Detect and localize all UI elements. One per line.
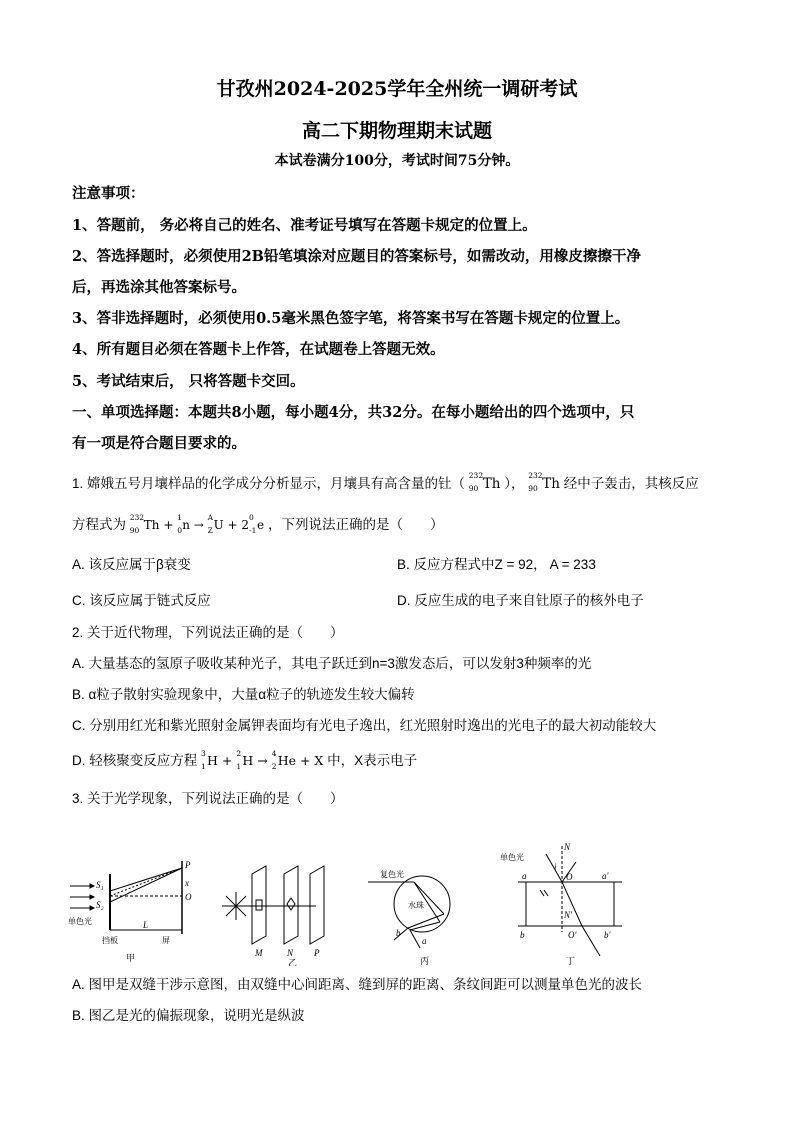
eq-u-atomic: Z (207, 525, 213, 535)
exam-subject-title: 高二下期物理期末试题 (301, 120, 492, 142)
caption-jia: 甲 (126, 954, 136, 964)
q1-option-a[interactable]: A. 该反应属于β衰变 (72, 557, 191, 572)
he-atomic: 2 (271, 761, 277, 771)
figure-polarization (218, 862, 333, 966)
eq-e-atomic: -1 (249, 525, 257, 535)
q3-option-b[interactable]: B. 图乙是光的偏振现象，说明光是纵波 (72, 1008, 305, 1023)
q2-option-c[interactable]: C. 分别用红光和紫光照射金属钾表面均有光电子逸出，红光照射时逸出的光电子的最大初动能较大 (72, 718, 657, 733)
notice-item-3: 3、答非选择题时，必须使用0.5毫米黑色签字笔，将答案书写在答题卡规定的位置上。 (72, 310, 630, 327)
notice-item-2a: 2、答选择题时，必须使用2B铅笔填涂对应题目的答案标号，如需改动，用橡皮擦擦干净 (72, 248, 641, 265)
label-a-bing: a (422, 936, 427, 946)
label-n-ding: N (564, 842, 571, 852)
label-b-bing: b (396, 928, 401, 938)
caption-yi: 乙 (288, 959, 298, 966)
q1-stem-c-suffix: ，下列说法正确的是（ ） (267, 517, 444, 532)
label-compound-light: 复色光 (380, 870, 404, 879)
ray-s1-p (110, 868, 182, 891)
notice-item-1: 1、答题前， 务必将自己的姓名、准考证号填写在答题卡规定的位置上。 (72, 217, 537, 234)
q1-option-b[interactable]: B. 反应方程式中Z = 92， A = 233 (397, 557, 596, 572)
q1-stem-c-prefix: 方程式为 (72, 517, 126, 532)
label-screen: 屏 (162, 936, 170, 945)
eq-e-mass: 0 (249, 512, 254, 522)
notice-item-2b: 后，再选涂其他答案标号。 (72, 279, 246, 296)
label-p: P (185, 860, 191, 870)
q1-stem-b: 经中子轰击，其核反应 (563, 476, 699, 491)
eq-th: Th + (143, 518, 178, 532)
q2-option-a[interactable]: A. 大量基态的氢原子吸收某种光子，其电子跃迁到n=3激发态后，可以发射3种频率的光 (72, 656, 592, 671)
label-o-ding: O (566, 872, 573, 882)
label-s1: S₁ (96, 880, 104, 890)
exam-title: 甘孜州2024-2025学年全州统一调研考试 (216, 78, 578, 100)
label-water-drop: 水珠 (408, 901, 424, 910)
notice-heading: 注意事项： (72, 185, 145, 202)
ray-s2-p (110, 868, 182, 902)
q1-th-notation (468, 471, 484, 494)
label-i: i (554, 862, 557, 872)
eq-u-plus: U + 2 (213, 518, 250, 532)
label-monochromatic-ding: 单色光 (500, 853, 524, 862)
label-n-prime: N' (564, 910, 572, 920)
h3-atomic: 1 (201, 761, 206, 771)
h3-mass: 3 (201, 748, 206, 758)
label-n: N (287, 948, 294, 958)
eq-th-mass: 232 (129, 512, 145, 522)
figure-glass-slab (496, 842, 644, 966)
section-heading-a: 一、单项选择题：本题共8小题，每小题4分，共32分。在每小题给出的四个选项中，只 (72, 404, 635, 421)
label-baffle: 挡板 (102, 936, 118, 945)
th-mass-number-2: 232 (528, 471, 543, 481)
th-atomic-number-2: 90 (528, 484, 538, 494)
q2-option-d-prefix: D. 轻核聚变反应方程 (72, 753, 198, 768)
notice-item-4: 4、所有题目必须在答题卡上作答，在试题卷上答题无效。 (72, 341, 445, 358)
caption-ding: 丁 (566, 957, 576, 966)
figure-double-slit (66, 856, 196, 966)
th-atomic-number: 90 (468, 484, 479, 494)
label-monochromatic: 单色光 (68, 917, 92, 926)
label-a-prime: a' (602, 871, 609, 881)
label-s2: S₂ (96, 900, 104, 910)
label-m: M (255, 948, 263, 958)
q1-option-c[interactable]: C. 该反应属于链式反应 (72, 593, 211, 608)
label-p-yi: P (314, 948, 320, 958)
label-b-ding: b (520, 930, 525, 940)
q1-option-d[interactable]: D. 反应生成的电子来自钍原子的核外电子 (397, 593, 644, 608)
th-symbol: Th (482, 476, 501, 492)
label-o: O (185, 892, 192, 902)
q3-option-a[interactable]: A. 图甲是双缝干涉示意图，由双缝中心间距离、缝到屏的距离、条纹间距可以测量单色光的波长 (72, 977, 643, 992)
exam-subtitle: 本试卷满分100分，考试时间75分钟。 (274, 153, 520, 169)
eq-n-arrow: n → (182, 518, 208, 532)
q1-stem-line1 (72, 472, 699, 492)
polarizer-m (252, 866, 266, 944)
q3-stem: 3. 关于光学现象，下列说法正确的是（ ） (72, 791, 344, 806)
figure-water-droplet (364, 864, 464, 966)
th-mass-number: 232 (468, 471, 484, 481)
emergent-ray (582, 926, 600, 956)
q1-stem-a: 1. 嫦娥五号月壤样品的化学成分分析显示，月壤具有高含量的钍（ (72, 476, 466, 491)
q1-stem-mid: ）， (504, 476, 525, 491)
eq-u-mass: A (207, 512, 214, 522)
eq-n-mass: 1 (177, 512, 182, 522)
q1-stem-line2 (72, 513, 443, 533)
th-symbol-2: Th (542, 476, 560, 492)
q2-fusion-equation: 3 1 H + 2 1 H → 4 2 He + X (201, 748, 324, 771)
screen-p (310, 866, 324, 944)
q2-stem: 2. 关于近代物理，下列说法正确的是（ ） (72, 625, 344, 640)
label-x: x (185, 878, 189, 888)
label-a-ding: a (522, 871, 527, 881)
h2-atomic: 1 (236, 761, 242, 771)
eq-e: e (257, 518, 265, 532)
q1-th-notation-2 (528, 471, 543, 494)
q2-option-b[interactable]: B. α粒子散射实验现象中，大量α粒子的轨迹发生较大偏转 (72, 687, 415, 702)
h2-mass: 2 (236, 748, 242, 758)
q2-option-d-suffix: 中，X表示电子 (327, 753, 418, 768)
polarizer-n (284, 866, 298, 944)
label-b-prime: b' (604, 930, 611, 940)
notice-item-5: 5、考试结束后， 只将答题卡交回。 (72, 373, 305, 390)
q1-equation (129, 512, 268, 535)
eq-n-atomic: 0 (177, 525, 182, 535)
label-L: L (143, 920, 149, 930)
q2-option-d[interactable] (72, 749, 417, 769)
eq-th-atomic: 90 (129, 525, 140, 535)
section-heading-b: 有一项是符合题目要求的。 (72, 435, 246, 452)
label-o-prime: O' (568, 930, 577, 940)
he-mass: 4 (271, 748, 277, 758)
caption-bing: 丙 (420, 957, 430, 966)
